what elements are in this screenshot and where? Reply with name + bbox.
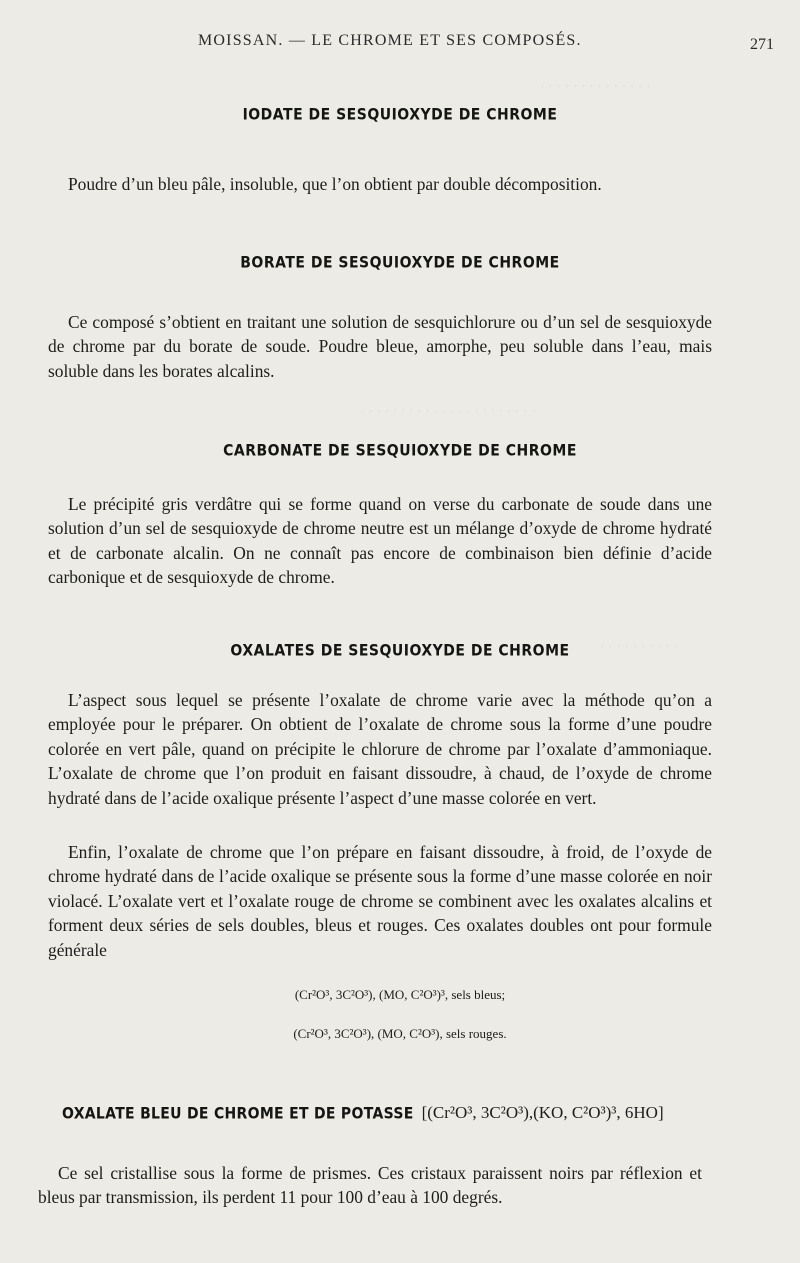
paragraph-oxalate-potasse: Ce sel cristallise sous la forme de prismes. Ces cristaux paraissent noirs par réflexion et bleus par transmission, ils perdent 11 pour 100 d’eau à 100 degrés. <box>38 1163 702 1208</box>
paragraph-oxalates-2: Enfin, l’oxalate de chrome que l’on prépare en faisant dissoudre, à froid, de l’oxyde de chrome hydraté dans de l’acide oxalique se présente sous la forme d’une masse colorée en noir violacé. L’oxalate vert et l’oxalate rouge de chrome se combinent avec les oxalates alcalins et forment deux séries de sels doubles, bleus et rouges. Ces oxalates doubles ont pour formule générale <box>48 842 712 960</box>
paragraph-iodate: Poudre d’un bleu pâle, insoluble, que l’on obtient par double décomposition. <box>68 174 602 194</box>
paragraph-carbonate: Le précipité gris verdâtre qui se forme quand on verse du carbonate de soude dans une solution d’un sel de sesquioxyde de chrome neutre est un mélange d’oxyde de chrome hydraté et de carbonate alcalin. On ne connaît pas encore de combinaison bien définie d’acide carbonique et de sesquioxyde de chrome. <box>48 494 712 588</box>
bleed-through-text: · · · · · · · · · · · · · · <box>540 80 651 95</box>
section-heading-oxalate-potasse <box>62 1103 722 1123</box>
bleed-through-text: · · · · · · · · · · · · · · · · · · · · · · <box>360 405 537 420</box>
formula-red-salts: (Cr²O³, 3C²O³), (MO, C²O³), sels rouges. <box>293 1026 507 1041</box>
paragraph-oxalates-1: L’aspect sous lequel se présente l’oxalate de chrome varie avec la méthode qu’on a employée pour le préparer. On obtient de l’oxalate de chrome sous la forme d’une poudre colorée en vert pâle, quand on précipite le chlorure de chrome par l’oxalate d’ammoniaque. L’oxalate de chrome que l’on produit en faisant dissoudre, à chaud, de l’oxyde de chrome hydraté dans de l’acide oxalique présente l’aspect d’une masse colorée en vert. <box>48 690 712 808</box>
section-heading-iodate: IODATE DE SESQUIOXYDE DE CHROME <box>242 105 558 125</box>
running-title: MOISSAN. — LE CHROME ET SES COMPOSÉS. <box>198 32 582 49</box>
page-number: 271 <box>750 36 774 53</box>
section-heading-formula: [(Cr²O³, 3C²O³),(KO, C²O³)³, 6HO] <box>421 1103 664 1122</box>
page-header <box>0 32 800 56</box>
section-heading-carbonate: CARBONATE DE SESQUIOXYDE DE CHROME <box>223 441 577 461</box>
formula-blue-salts: (Cr²O³, 3C²O³), (MO, C²O³)³, sels bleus; <box>294 987 506 1002</box>
section-heading-label: OXALATE BLEU DE CHROME ET DE POTASSE <box>62 1104 414 1124</box>
bleed-through-text: · · · · · · · · · · <box>600 640 679 655</box>
section-heading-oxalates: OXALATES DE SESQUIOXYDE DE CHROME <box>230 641 570 661</box>
paragraph-borate: Ce composé s’obtient en traitant une solution de sesquichlorure ou d’un sel de sesquioxyde de chrome par du borate de soude. Poudre bleue, amorphe, peu soluble dans l’eau, mais soluble dans les borates alcalins. <box>48 312 712 381</box>
section-heading-borate: BORATE DE SESQUIOXYDE DE CHROME <box>240 253 560 273</box>
